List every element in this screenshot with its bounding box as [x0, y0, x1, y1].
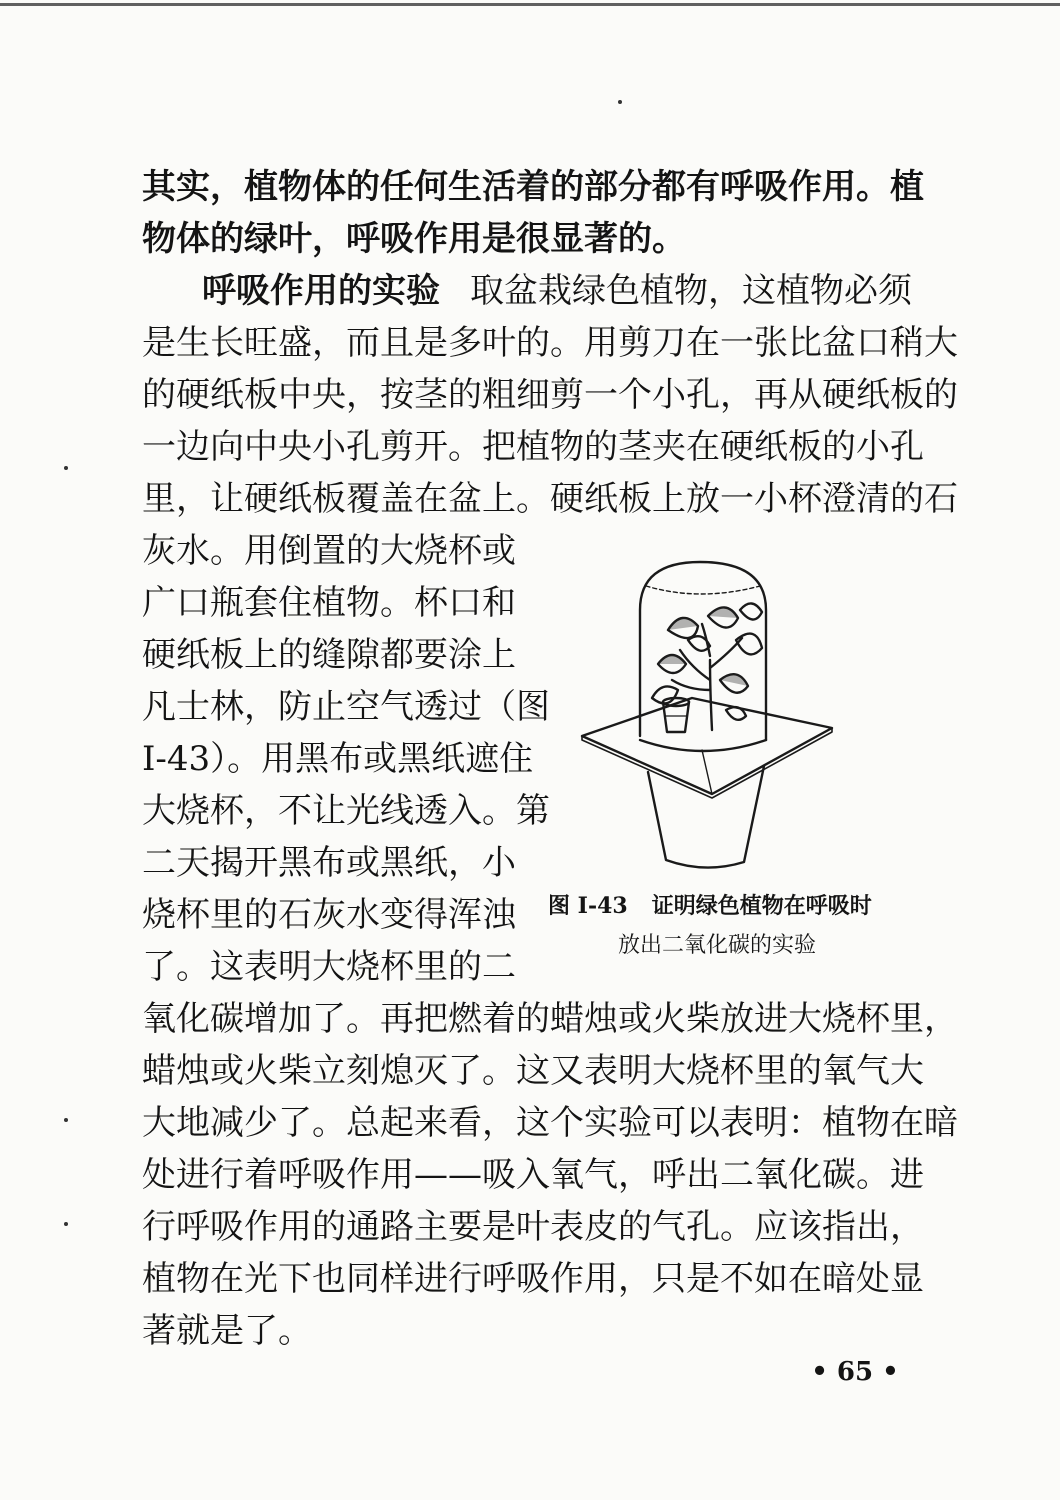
wrap-line-9: 了。这表明大烧杯里的二	[142, 947, 516, 987]
top-border-rule	[0, 3, 1060, 6]
scan-speck	[64, 1118, 68, 1122]
figure-label: 图 I-43	[548, 893, 628, 919]
after-line-1: 氧化碳增加了。再把燃着的蜡烛或火柴放进大烧杯里，	[142, 999, 958, 1039]
figure-caption-line-2: 放出二氧化碳的实验	[618, 933, 817, 958]
cardboard-sheet	[582, 698, 832, 794]
intro-line-1: 其实，植物体的任何生活着的部分都有呼吸作用。植	[142, 167, 924, 207]
wrap-line-1: 灰水。用倒置的大烧杯或	[142, 531, 516, 571]
experiment-line-2: 是生长旺盛，而且是多叶的。用剪刀在一张比盆口稍大	[142, 323, 958, 363]
experiment-line-1-text: 取盆栽绿色植物，这植物必须	[470, 271, 912, 311]
after-line-2: 蜡烛或火柴立刻熄灭了。这又表明大烧杯里的氧气大	[142, 1051, 924, 1091]
after-line-5: 行呼吸作用的通路主要是叶表皮的气孔。应该指出，	[142, 1207, 924, 1247]
scan-speck	[618, 100, 622, 104]
after-line-7: 著就是了。	[142, 1311, 312, 1351]
experiment-line-5: 里，让硬纸板覆盖在盆上。硬纸板上放一小杯澄清的石	[142, 479, 958, 519]
figure-caption-line-1	[548, 888, 908, 924]
experiment-line-3: 的硬纸板中央，按茎的粗细剪一个小孔，再从硬纸板的	[142, 375, 958, 415]
figure-caption-text-1: 证明绿色植物在呼吸时	[651, 893, 872, 919]
scan-speck	[64, 1222, 68, 1226]
experiment-line-1	[202, 266, 912, 316]
bell-jar-plant-illustration	[560, 540, 860, 880]
wrap-line-4: 凡士林，防止空气透过（图	[142, 687, 550, 727]
scan-speck	[64, 466, 68, 470]
after-line-3: 大地减少了。总起来看，这个实验可以表明：植物在暗	[142, 1103, 958, 1143]
experiment-line-4: 一边向中央小孔剪开。把植物的茎夹在硬纸板的小孔	[142, 427, 924, 467]
section-heading: 呼吸作用的实验	[202, 271, 440, 311]
intro-line-2: 物体的绿叶，呼吸作用是很显著的。	[142, 219, 686, 259]
page-number: • 65 •	[811, 1357, 899, 1387]
after-line-4: 处进行着呼吸作用——吸入氧气，呼出二氧化碳。进	[142, 1155, 924, 1195]
wrap-line-8: 烧杯里的石灰水变得浑浊	[142, 895, 516, 935]
after-line-6: 植物在光下也同样进行呼吸作用，只是不如在暗处显	[142, 1259, 924, 1299]
flower-pot	[648, 766, 764, 868]
wrap-line-7: 二天揭开黑布或黑纸，小	[142, 843, 516, 883]
wrap-line-3: 硬纸板上的缝隙都要涂上	[142, 635, 516, 675]
wrap-line-5: I-43）。用黑布或黑纸遮住	[142, 739, 534, 779]
wrap-line-6: 大烧杯，不让光线透入。第	[142, 791, 550, 831]
wrap-line-2: 广口瓶套住植物。杯口和	[142, 583, 516, 623]
